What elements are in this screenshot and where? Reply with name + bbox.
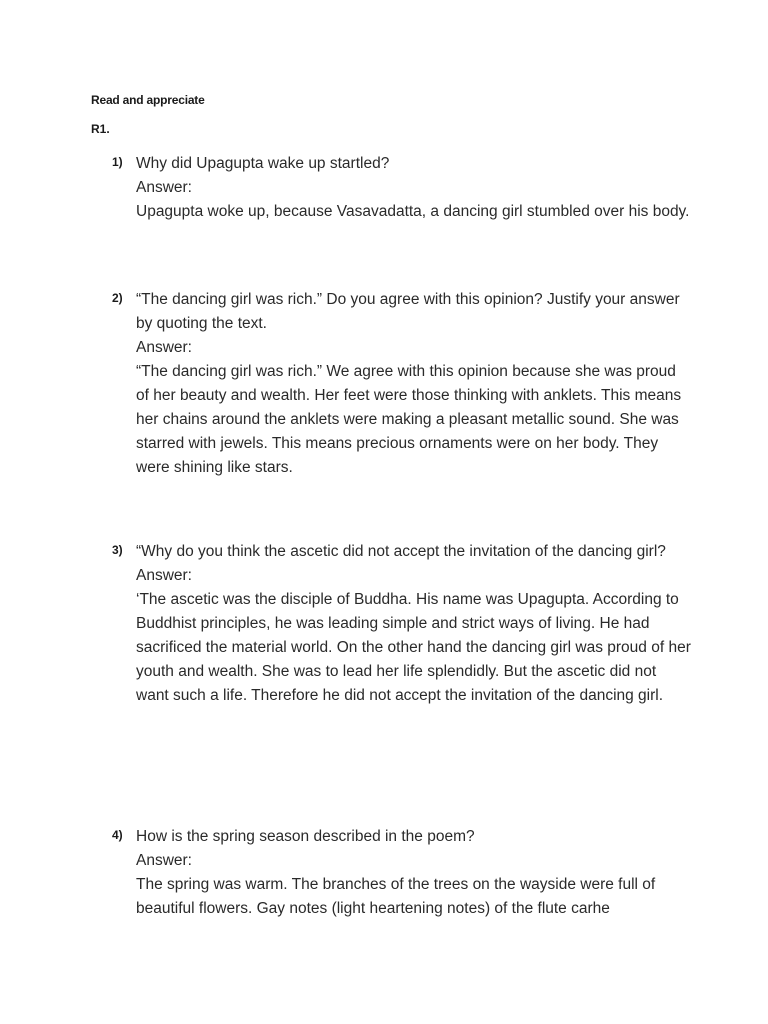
question-number: 3) [112,543,123,557]
answer-text: “The dancing girl was rich.” We agree with this opinion because she was proud of her beauty and wealth. Her feet were those thinking with anklets. This means her chains around the anklets were making a pleasant metallic sound. She was starred with jewels. This means precious ornaments were on her body. They were shining like stars. [136,363,682,476]
answer-label: Answer: [136,339,192,356]
answer-text: Upagupta woke up, because Vasavadatta, a dancing girl stumbled over his body. [136,203,690,220]
answer-label: Answer: [136,179,192,196]
question-item-2 [112,288,692,480]
question-item-4 [112,825,692,921]
question-number: 4) [112,828,123,842]
document-heading: Read and appreciate [91,93,205,107]
question-text: “The dancing girl was rich.” Do you agree with this opinion? Justify your answer by quoting the text. [136,291,680,332]
question-text: How is the spring season described in the poem? [136,828,475,845]
question-text: “Why do you think the ascetic did not accept the invitation of the dancing girl? [136,543,666,560]
question-item-1 [112,152,692,224]
question-text: Why did Upagupta wake up startled? [136,155,390,172]
question-number: 1) [112,155,123,169]
question-item-3 [112,540,692,708]
section-label: R1. [91,122,110,136]
answer-text: ‘The ascetic was the disciple of Buddha. His name was Upagupta. According to Buddhist principles, he was leading simple and strict ways of living. He had sacrificed the material world. On the other hand the dancing girl was proud of her youth and wealth. She was to lead her life splendidly. But the ascetic did not want such a life. Therefore he did not accept the invitation of the dancing girl. [136,591,691,704]
answer-text: The spring was warm. The branches of the trees on the wayside were full of beautiful flowers. Gay notes (light heartening notes) of the flute carhe [136,876,656,917]
answer-label: Answer: [136,852,192,869]
question-number: 2) [112,291,123,305]
answer-label: Answer: [136,567,192,584]
